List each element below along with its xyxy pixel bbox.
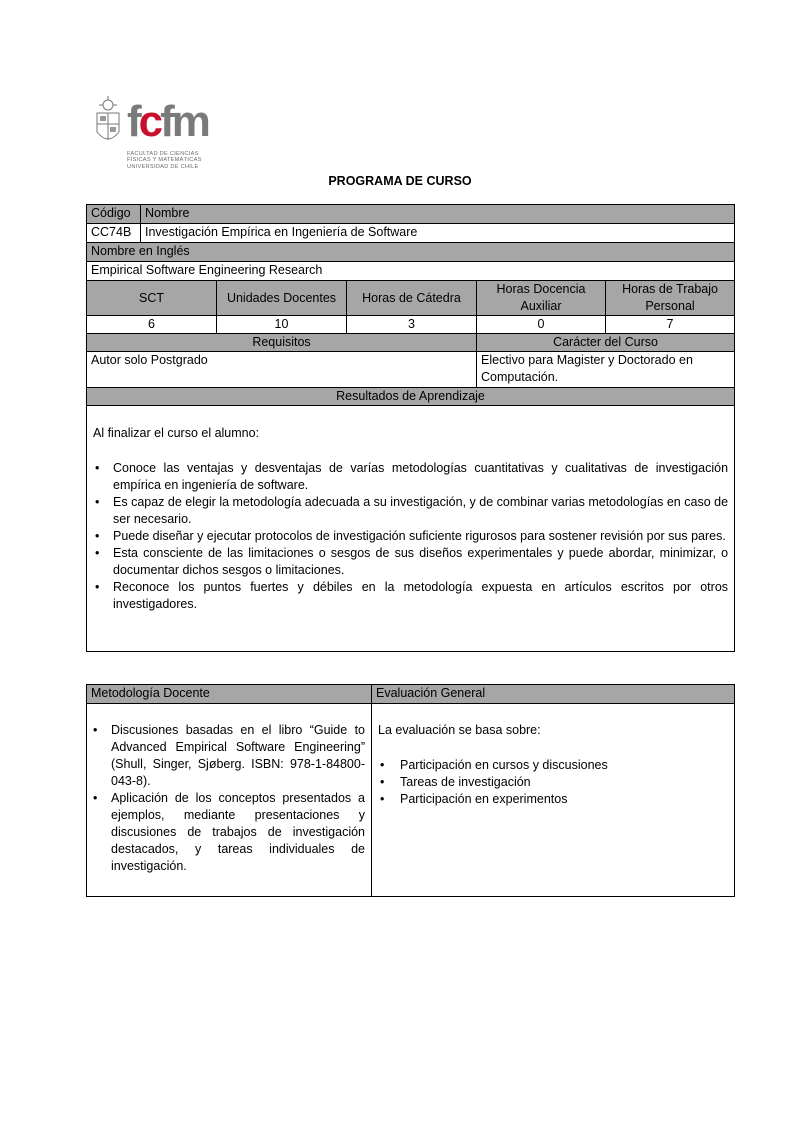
page-title: PROGRAMA DE CURSO [328, 174, 472, 188]
course-info-table [86, 204, 735, 652]
code-label: Código [87, 205, 141, 224]
requirements-value: Autor solo Postgrado [87, 352, 477, 388]
university-seal-icon [93, 96, 123, 148]
evaluation-content [372, 704, 735, 897]
course-name: Investigación Empírica en Ingeniería de Software [141, 224, 735, 243]
list-item: • Reconoce los puntos fuertes y débiles en la metodología expuesta en artículos escritos por otros investigadores. [93, 579, 728, 613]
list-item: • Aplicación de los conceptos presentados a ejemplos, mediante presentaciones y discusiones de trabajos de investigación destacados, y tareas individuales de investigación. [91, 790, 365, 875]
methodology-evaluation-table [86, 684, 735, 897]
list-item: • Tareas de investigación [378, 774, 728, 791]
methodology-label: Metodología Docente [87, 685, 372, 704]
auxiliary-hours-header: Horas Docencia Auxiliar [477, 281, 606, 316]
teaching-units-header: Unidades Docentes [217, 281, 347, 316]
fcfm-logo [93, 96, 223, 176]
sct-value: 6 [87, 316, 217, 334]
list-item: • Conoce las ventajas y desventajas de varías metodologías cuantitativas y cualitativas de investigación empírica en ingeniería de software. [93, 460, 728, 494]
learning-outcomes-content [87, 406, 735, 652]
course-character-value: Electivo para Magister y Doctorado en Computación. [477, 352, 735, 388]
english-name-label: Nombre en Inglés [87, 243, 735, 262]
list-item: • Participación en experimentos [378, 791, 728, 808]
requirements-label: Requisitos [87, 334, 477, 352]
evaluation-list [378, 757, 728, 808]
list-item: • Discusiones basadas en el libro “Guide to Advanced Empirical Software Engineering” (Shull, Singer, Sjøberg. ISBN: 978-1-84800-043-8). [91, 722, 365, 790]
evaluation-label: Evaluación General [372, 685, 735, 704]
course-character-label: Carácter del Curso [477, 334, 735, 352]
learning-outcomes-list [93, 460, 728, 613]
list-item: • Esta consciente de las limitaciones o sesgos de sus diseños experimentales y puede abordar, minimizar, o documentar dichos sesgos o limitaciones. [93, 545, 728, 579]
teaching-units-value: 10 [217, 316, 347, 334]
list-item: • Puede diseñar y ejecutar protocolos de investigación suficiente rigurosos para sostener revisión por sus pares. [93, 528, 728, 545]
methodology-content [87, 704, 372, 897]
fcfm-wordmark: fcfm [127, 97, 208, 146]
auxiliary-hours-value: 0 [477, 316, 606, 334]
personal-work-hours-header: Horas de Trabajo Personal [606, 281, 735, 316]
methodology-list [91, 722, 365, 875]
lecture-hours-value: 3 [347, 316, 477, 334]
name-label: Nombre [141, 205, 735, 224]
personal-work-hours-value: 7 [606, 316, 735, 334]
evaluation-intro: La evaluación se basa sobre: [378, 723, 541, 737]
english-name: Empirical Software Engineering Research [87, 262, 735, 281]
sct-header: SCT [87, 281, 217, 316]
list-item: • Es capaz de elegir la metodología adecuada a su investigación, y de combinar varias metodologías en caso de ser necesario. [93, 494, 728, 528]
course-code: CC74B [87, 224, 141, 243]
fcfm-logo-subtitle: FACULTAD DE CIENCIAS FÍSICAS Y MATEMÁTICAS UNIVERSIDAD DE CHILE [127, 151, 202, 170]
lecture-hours-header: Horas de Cátedra [347, 281, 477, 316]
learning-outcomes-intro: Al finalizar el curso el alumno: [93, 426, 260, 440]
list-item: • Participación en cursos y discusiones [378, 757, 728, 774]
learning-outcomes-label: Resultados de Aprendizaje [87, 388, 735, 406]
